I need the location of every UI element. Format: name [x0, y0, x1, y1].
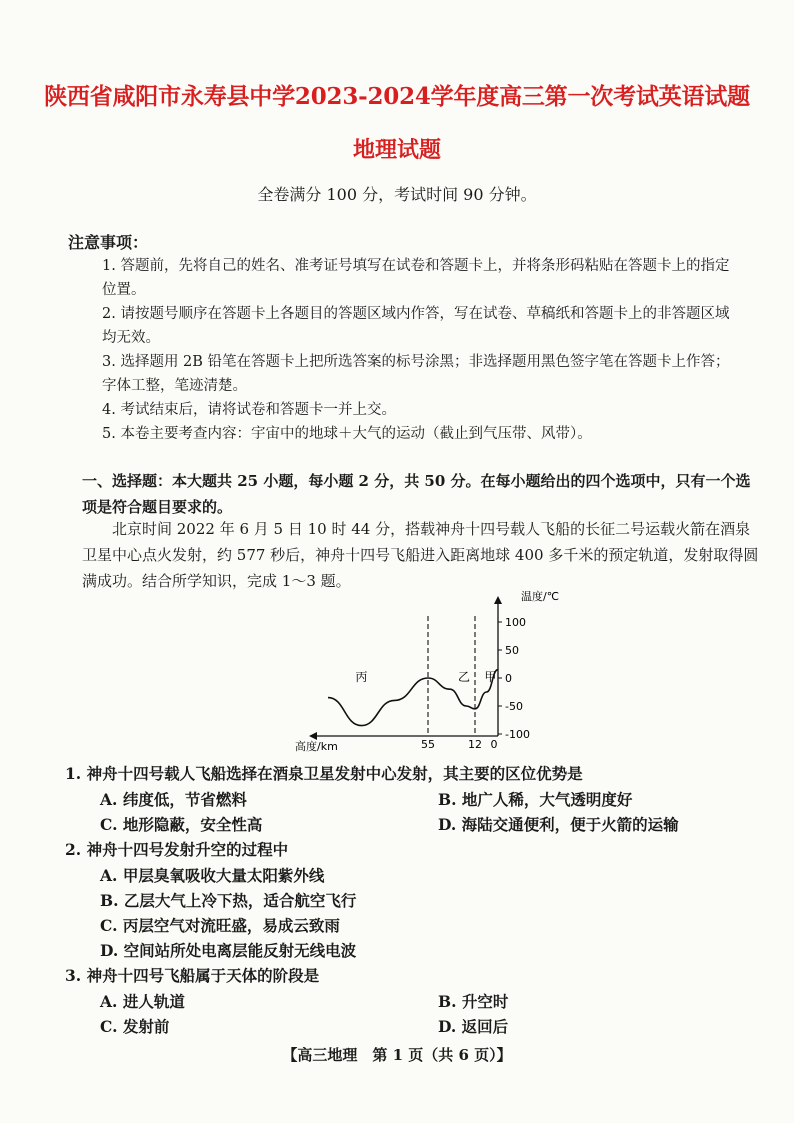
x-axis-arrow [309, 732, 317, 740]
y-tick-label: -50 [505, 700, 523, 713]
option-c: C. 地形隐蔽，安全性高 [100, 815, 263, 834]
note-item: 3. 选择题用 2B 铅笔在答题卡上把所选答案的标号涂黑；非选择题用黑色签字笔在答题卡上作答；字体工整，笔迹清楚。 [102, 354, 730, 394]
x-tick-label: 55 [421, 738, 435, 751]
y-tick-label: 0 [505, 672, 512, 685]
x-axis-label: 高度/km [295, 740, 338, 753]
exam-meta: 全卷满分 100 分，考试时间 90 分钟。 [257, 185, 537, 204]
option-d: D. 返回后 [438, 1017, 509, 1036]
option-a: A. 进人轨道 [100, 992, 185, 1011]
x-tick-label: 12 [468, 738, 482, 751]
option-d: D. 空间站所处电离层能反射无线电波 [100, 941, 357, 960]
note-item: 1. 答题前，先将自己的姓名、准考证号填写在试卷和答题卡上，并将条形码粘贴在答题卡上的指定位置。 [102, 258, 730, 298]
subject-title: 地理试题 [352, 137, 441, 163]
option-d: D. 海陆交通便利，便于火箭的运输 [438, 815, 679, 834]
option-a: A. 甲层臭氧吸收大量太阳紫外线 [100, 866, 325, 885]
layer-label: 丙 [355, 669, 368, 684]
question-stem: 2. 神舟十四号发射升空的过程中 [65, 840, 289, 859]
note-item: 5. 本卷主要考查内容：宇宙中的地球＋大气的运动（截止到气压带、风带）。 [102, 426, 592, 442]
layer-label: 甲 [484, 669, 497, 684]
question-stem: 3. 神舟十四号飞船属于天体的阶段是 [65, 966, 320, 985]
y-axis-label: 温度/℃ [521, 590, 560, 603]
x-tick-label: 0 [490, 738, 498, 751]
exam-title: 陕西省咸阳市永寿县中学2023-2024学年度高三第一次考试英语试题 [44, 83, 750, 110]
temperature-height-chart [285, 590, 560, 755]
note-item: 2. 请按题号顺序在答题卡上各题目的答题区域内作答，写在试卷、草稿纸和答题卡上的非答题区域均无效。 [102, 306, 730, 346]
option-c: C. 丙层空气对流旺盛，易成云致雨 [100, 916, 340, 935]
temperature-curve [328, 670, 498, 726]
question-stem: 1. 神舟十四号载人飞船选择在酒泉卫星发射中心发射，其主要的区位优势是 [65, 764, 583, 783]
notes-heading: 注意事项： [68, 233, 149, 252]
section-heading: 一、选择题：本大题共 25 小题，每小题 2 分，共 50 分。在每小题给出的四个选项中，只有一个选项是符合题目要求的。 [82, 472, 751, 516]
y-axis-arrow [494, 596, 502, 604]
y-tick-label: -100 [505, 728, 530, 741]
option-c: C. 发射前 [100, 1017, 170, 1036]
y-tick-label: 50 [505, 644, 519, 657]
option-a: A. 纬度低，节省燃料 [100, 790, 247, 809]
layer-label: 乙 [458, 669, 471, 684]
note-item: 4. 考试结束后，请将试卷和答题卡一并上交。 [102, 402, 396, 418]
option-b: B. 升空时 [438, 992, 509, 1011]
page-footer: 【高三地理 第 1 页（共 6 页）】 [282, 1046, 512, 1064]
option-b: B. 乙层大气上冷下热，适合航空飞行 [100, 891, 357, 910]
option-b: B. 地广人稀，大气透明度好 [438, 790, 633, 809]
question-passage: 北京时间 2022 年 6 月 5 日 10 时 44 分，搭载神舟十四号载人飞船的长征二号运载火箭在酒泉卫星中心点火发射，约 577 秒后，神舟十四号飞船进入距离地球 400 多千米的预定轨道，发射取得圆满成功。结合所学知识，完成 1～3 题。 [82, 520, 759, 590]
y-tick-label: 100 [505, 616, 526, 629]
